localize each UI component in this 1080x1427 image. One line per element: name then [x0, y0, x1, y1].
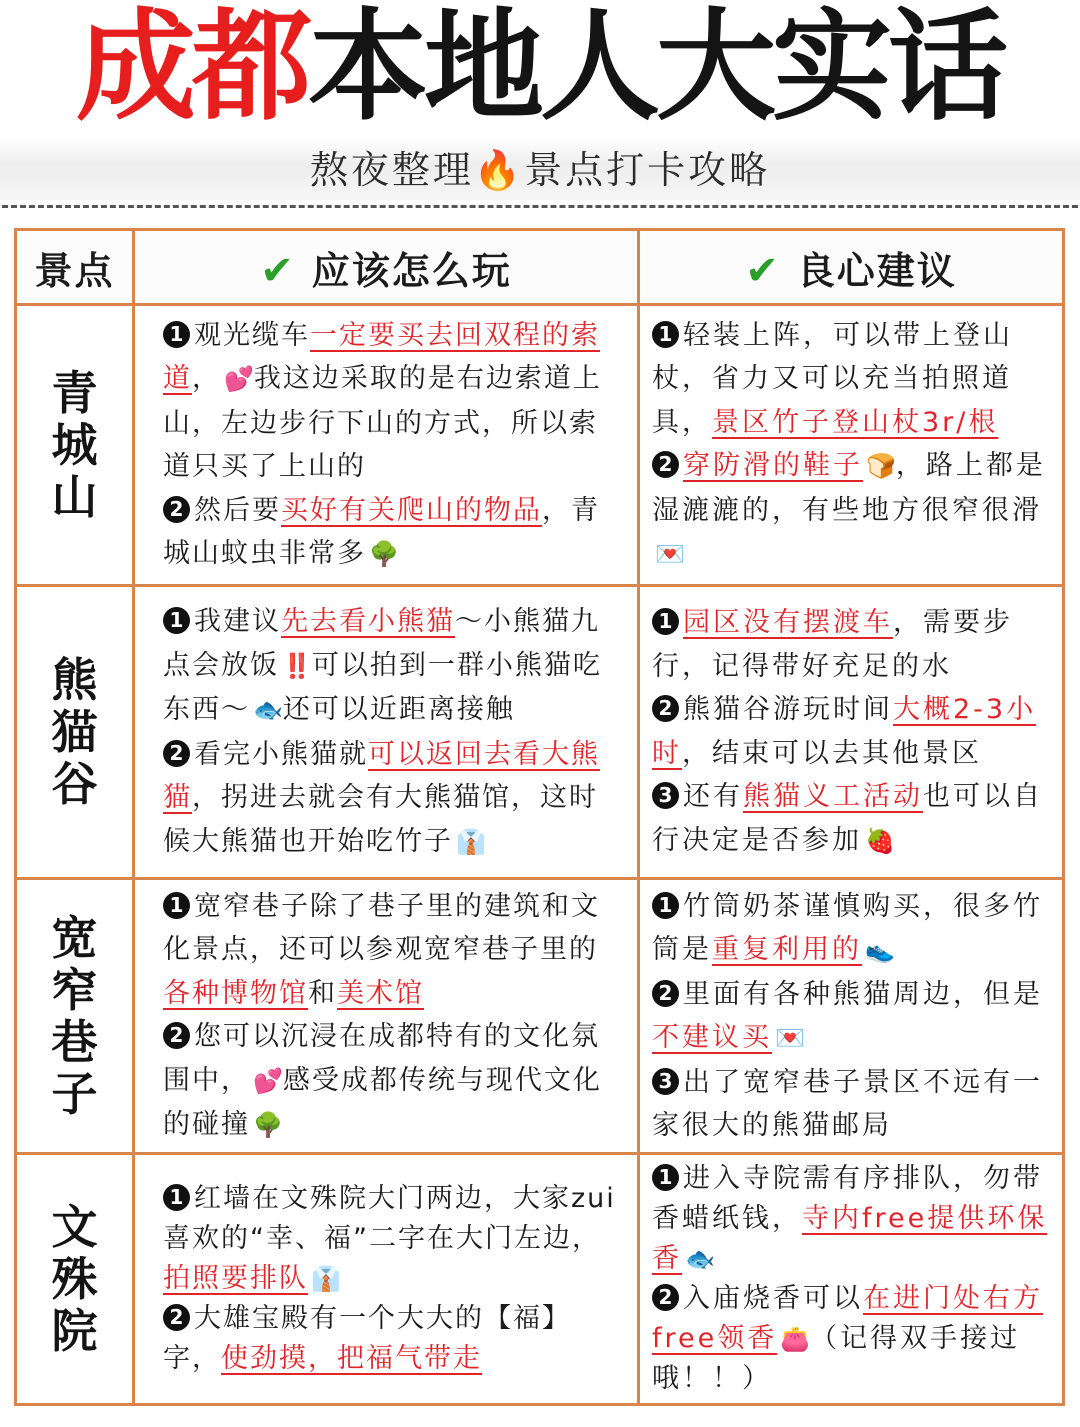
- highlight-text: 美术馆: [337, 977, 424, 1009]
- play-cell: [134, 1154, 639, 1405]
- play-text: [163, 885, 623, 1148]
- highlight-text: 先去看小熊猫: [281, 606, 455, 637]
- page-title: [0, 0, 1080, 135]
- love-letter-icon: 💌: [775, 1024, 805, 1052]
- tree-icon: 🌳: [369, 540, 399, 568]
- fire-icon: 🔥: [473, 148, 525, 192]
- hearts-icon: 💕: [224, 365, 254, 393]
- spot-char: 熊: [51, 653, 98, 707]
- highlight-text: 一定要买去回双程的索道: [163, 319, 600, 394]
- number-1-icon: 1: [652, 608, 679, 635]
- text-run: ，: [192, 363, 221, 394]
- purse-icon: 👛: [780, 1325, 811, 1353]
- table-row: [16, 879, 1064, 1154]
- header-play: [134, 230, 639, 305]
- spot-char: 窄: [51, 963, 98, 1017]
- double-exclamation-icon: ‼️: [282, 651, 312, 680]
- header-play-label: 应该怎么玩: [311, 248, 512, 293]
- number-2-icon: 2: [163, 740, 190, 767]
- text-run: 还有: [683, 781, 743, 812]
- text-run: 感受成都传统与现代文化的碰撞: [163, 1064, 602, 1140]
- guide-table: [14, 228, 1065, 1406]
- highlight-text: 买好有关爬山的物品: [281, 494, 542, 526]
- highlight-text: 可以返回去看大熊猫: [163, 738, 600, 813]
- highlight-text: 不建议买: [652, 1022, 772, 1053]
- highlight-text: 熊猫义工活动: [743, 781, 923, 812]
- text-run: 红墙在文殊院大门两边，大家zui喜欢的“幸、福”二字在大门左边，: [163, 1183, 616, 1254]
- text-run: ，需要步行，记得带好充足的水: [652, 607, 1013, 682]
- play-text: [163, 1179, 623, 1379]
- spot-name: [16, 879, 134, 1154]
- spot-name: [16, 586, 134, 879]
- advice-text: [652, 601, 1052, 863]
- play-cell: [134, 305, 639, 586]
- number-1-icon: 1: [163, 892, 190, 919]
- play-text: [163, 314, 623, 577]
- text-run: 轻装上阵，可以带上登山杖，省力又可以充当拍照道具，: [652, 319, 1013, 438]
- text-run: 还可以近距离接触: [282, 694, 515, 725]
- highlight-text: 拍照要排队: [163, 1263, 308, 1294]
- text-run: ，拐进去就会有大熊猫馆，这时候大熊猫也开始吃竹子: [163, 782, 598, 857]
- number-1-icon: 1: [163, 1184, 190, 1211]
- subtitle-text-a: 熬夜整理: [309, 148, 474, 192]
- text-run: ～小熊猫九点会放饭: [163, 606, 600, 681]
- play-cell: [134, 879, 639, 1154]
- number-2-icon: 2: [652, 695, 679, 722]
- text-run: 然后要: [194, 494, 281, 526]
- advice-cell: [639, 879, 1064, 1154]
- text-run: 您可以沉浸在成都特有的文化氛围中，: [163, 1021, 600, 1096]
- number-3-icon: 3: [652, 1068, 679, 1095]
- text-run: 里面有各种熊猫周边，但是: [683, 978, 1043, 1010]
- table-header-row: [16, 230, 1064, 305]
- spot-char: 巷: [51, 1015, 98, 1069]
- spot-char: 院: [51, 1304, 98, 1358]
- number-3-icon: 3: [652, 782, 679, 809]
- title-main: 本地人大实话: [308, 0, 1004, 137]
- highlight-text: 大概2-3小时: [652, 694, 1037, 769]
- header-spot-label: 景点: [34, 248, 115, 293]
- spot-char: 宽: [51, 911, 98, 965]
- text-run: ，结束可以去其他景区: [682, 737, 982, 769]
- text-run: 熊猫谷游玩时间: [683, 694, 893, 725]
- number-1-icon: 1: [163, 607, 190, 634]
- text-run: 竹筒奶茶谨慎购买，很多竹筒是: [652, 890, 1043, 965]
- title-city: 成都: [76, 0, 308, 137]
- sneaker-icon: 👟: [865, 936, 895, 964]
- spot-name: [16, 305, 134, 586]
- text-run: 入庙烧香可以: [683, 1283, 863, 1314]
- header-advice: [639, 230, 1064, 305]
- header-advice-label: 良心建议: [796, 248, 957, 293]
- advice-cell: [639, 586, 1064, 879]
- highlight-text: 使劲摸，把福气带走: [221, 1343, 482, 1374]
- number-1-icon: 1: [652, 892, 679, 919]
- text-run: 观光缆车: [194, 319, 310, 351]
- highlight-text: 重复利用的: [712, 934, 862, 965]
- number-2-icon: 2: [652, 451, 679, 478]
- table-row: [16, 586, 1064, 879]
- fish-icon: 🐟: [685, 1245, 715, 1273]
- play-cell: [134, 586, 639, 879]
- advice-text: [652, 885, 1052, 1148]
- table-row: [16, 305, 1064, 586]
- check-icon: ✔: [745, 247, 781, 294]
- hearts-icon: 💕: [253, 1066, 283, 1095]
- spot-char: 青: [51, 366, 98, 420]
- text-run: 出了宽窄巷子景区不远有一家很大的熊猫邮局: [652, 1066, 1043, 1141]
- number-1-icon: 1: [652, 321, 679, 348]
- text-run: 和: [308, 977, 337, 1009]
- number-2-icon: 2: [163, 1022, 190, 1049]
- text-run: ，青城山蚊虫非常多: [163, 494, 600, 569]
- text-run: 大雄宝殿有一个大大的【福】字，: [163, 1303, 571, 1374]
- header-spot: [16, 230, 134, 305]
- highlight-text: 园区没有摆渡车: [683, 607, 893, 638]
- spot-char: 猫: [51, 705, 98, 759]
- shirt-icon: 👔: [311, 1265, 341, 1293]
- number-1-icon: 1: [163, 321, 190, 348]
- dashed-divider: [2, 205, 1078, 208]
- text-run: （记得双手接过哦！！）: [652, 1323, 1021, 1394]
- advice-cell: [639, 305, 1064, 586]
- spot-char: 谷: [51, 757, 98, 811]
- fish-icon: 🐟: [253, 696, 283, 724]
- number-2-icon: 2: [652, 1284, 679, 1311]
- bread-icon: 🍞: [866, 452, 896, 480]
- text-run: 进入寺院需有序排队，勿带香蜡纸钱，: [652, 1163, 1043, 1234]
- tree-icon: 🌳: [253, 1111, 283, 1139]
- highlight-text: 景区竹子登山杖3r/根: [712, 406, 999, 438]
- check-icon: ✔: [260, 247, 296, 294]
- text-run: 宽窄巷子除了巷子里的建筑和文化景点，还可以参观宽窄巷子里的: [163, 890, 600, 965]
- spot-char: 城: [51, 418, 98, 472]
- number-2-icon: 2: [163, 1304, 190, 1331]
- highlight-text: 在进门处右方free领香: [652, 1283, 1043, 1354]
- text-run: ，路上都是湿漉漉的，有些地方很窄很滑: [652, 450, 1046, 526]
- text-run: 可以拍到一群小熊猫吃东西～: [163, 649, 602, 725]
- spot-char: 殊: [51, 1252, 98, 1306]
- number-2-icon: 2: [163, 496, 190, 523]
- text-run: 也可以自行决定是否参加: [652, 781, 1043, 856]
- text-run: 我这边采取的是右边索道上山，左边步行下山的方式，所以索道只买了上山的: [163, 363, 602, 482]
- play-text: [163, 600, 623, 864]
- spot-name: [16, 1154, 134, 1405]
- highlight-text: 各种博物馆: [163, 977, 308, 1009]
- subtitle-text-b: 景点打卡攻略: [524, 148, 771, 192]
- text-run: 看完小熊猫就: [194, 738, 368, 770]
- spot-char: 子: [51, 1067, 98, 1121]
- highlight-text: 穿防滑的鞋子: [683, 450, 863, 481]
- table-row: [16, 1154, 1064, 1405]
- shirt-icon: 👔: [456, 827, 486, 856]
- spot-char: 文: [51, 1200, 98, 1254]
- advice-text: [652, 314, 1052, 577]
- subtitle: [0, 140, 1080, 200]
- number-2-icon: 2: [652, 980, 679, 1007]
- strawberry-icon: 🍓: [865, 826, 895, 855]
- love-letter-icon: 💌: [655, 540, 685, 568]
- number-1-icon: 1: [652, 1164, 679, 1191]
- advice-text: [652, 1159, 1052, 1399]
- advice-cell: [639, 1154, 1064, 1405]
- highlight-text: 寺内free提供环保香: [652, 1203, 1048, 1274]
- spot-char: 山: [51, 470, 98, 524]
- text-run: 我建议: [194, 606, 281, 637]
